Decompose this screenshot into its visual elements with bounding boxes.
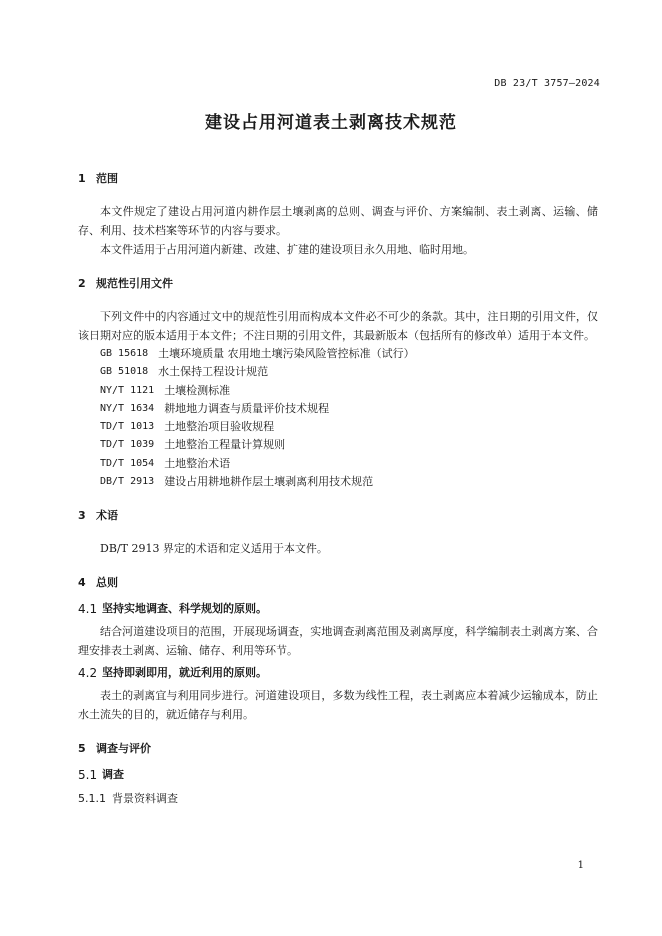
reference-item xyxy=(78,436,598,454)
section-4-1-paragraph: 结合河道建设项目的范围，开展现场调查，实地调查剥离范围及剥离厚度，科学编制表土剥离方案、合理安排表土剥离、运输、储存、利用等环节。 xyxy=(78,625,598,658)
section-1-paragraph-2: 本文件适用于占用河道内新建、改建、扩建的建设项目永久用地、临时用地。 xyxy=(100,243,474,256)
section-number: 5 xyxy=(78,742,86,756)
reference-item xyxy=(78,418,598,436)
reference-name: 水土保持工程设计规范 xyxy=(158,365,269,379)
reference-item xyxy=(78,363,598,381)
standard-code: DB 23/T 3757—2024 xyxy=(494,78,600,89)
section-number: 4 xyxy=(78,576,86,590)
reference-code: NY/T 1121 xyxy=(100,384,155,396)
reference-item xyxy=(78,400,598,418)
reference-code: GB 51018 xyxy=(100,366,149,378)
document-body xyxy=(78,172,598,806)
section-3-heading xyxy=(78,509,598,523)
section-4-2-paragraph: 表土的剥离宜与利用同步进行。河道建设项目，多数为线性工程，表土剥离应本着减少运输成本，防止水土流失的目的，就近储存与利用。 xyxy=(78,689,598,722)
section-5-1-1-heading xyxy=(78,792,598,806)
section-5-heading xyxy=(78,742,598,756)
section-2-heading xyxy=(78,277,598,291)
section-title: 术语 xyxy=(96,509,118,523)
section-title: 总则 xyxy=(96,576,118,590)
subsubsection-title: 背景资料调查 xyxy=(112,792,178,806)
subsection-number: 5.1 xyxy=(78,768,98,783)
reference-item xyxy=(78,345,598,363)
reference-name: 土壤环境质量 农用地土壤污染风险管控标准（试行） xyxy=(158,347,415,360)
section-1-paragraph-1: 本文件规定了建设占用河道内耕作层土壤剥离的总则、调查与评价、方案编制、表土剥离、运输、储存、利用、技术档案等环节的内容与要求。 xyxy=(78,205,598,237)
document-title: 建设占用河道表土剥离技术规范 xyxy=(205,113,457,133)
section-3-paragraph: DB/T 2913 界定的术语和定义适用于本文件。 xyxy=(100,542,328,556)
page-number: 1 xyxy=(577,860,584,871)
subsection-title: 调查 xyxy=(102,768,124,782)
reference-name: 建设占用耕地耕作层土壤剥离利用技术规范 xyxy=(164,475,374,489)
reference-code: TD/T 1054 xyxy=(100,457,155,469)
subsection-title: 坚持实地调查、科学规划的原则。 xyxy=(102,602,267,616)
section-title: 范围 xyxy=(96,172,118,185)
reference-code: GB 15618 xyxy=(100,348,149,359)
section-number: 3 xyxy=(78,509,86,523)
section-number: 1 xyxy=(78,172,86,185)
reference-name: 土壤检测标准 xyxy=(164,383,231,397)
subsection-number: 4.1 xyxy=(78,602,98,617)
section-5-1-heading xyxy=(78,768,598,782)
section-title: 调查与评价 xyxy=(96,742,151,756)
reference-item xyxy=(78,473,598,491)
reference-name: 土地整治术语 xyxy=(164,456,231,470)
section-2-intro: 下列文件中的内容通过文中的规范性引用而构成本文件必不可少的条款。其中，注日期的引用文件，仅该日期对应的版本适用于本文件；不注日期的引用文件，其最新版本（包括所有的修改单）适用于本文件。 xyxy=(78,310,598,342)
reference-name: 耕地地力调查与质量评价技术规程 xyxy=(164,401,330,415)
reference-code: NY/T 1634 xyxy=(100,402,155,414)
reference-item xyxy=(78,455,598,473)
reference-name: 土地整治工程量计算规则 xyxy=(164,438,286,452)
subsection-title: 坚持即剥即用，就近利用的原则。 xyxy=(102,666,267,680)
subsection-number: 4.2 xyxy=(78,666,98,681)
section-title: 规范性引用文件 xyxy=(96,277,173,290)
reference-code: TD/T 1039 xyxy=(100,439,155,451)
reference-code: DB/T 2913 xyxy=(100,476,155,488)
reference-name: 土地整治项目验收规程 xyxy=(164,420,275,434)
section-4-2-heading xyxy=(78,666,598,680)
section-number: 2 xyxy=(78,277,86,290)
reference-code: TD/T 1013 xyxy=(100,421,155,433)
reference-item xyxy=(78,382,598,400)
section-4-heading xyxy=(78,576,598,590)
section-4-1-heading xyxy=(78,602,598,616)
section-1-heading xyxy=(78,172,598,186)
subsubsection-number: 5.1.1 xyxy=(78,792,106,806)
